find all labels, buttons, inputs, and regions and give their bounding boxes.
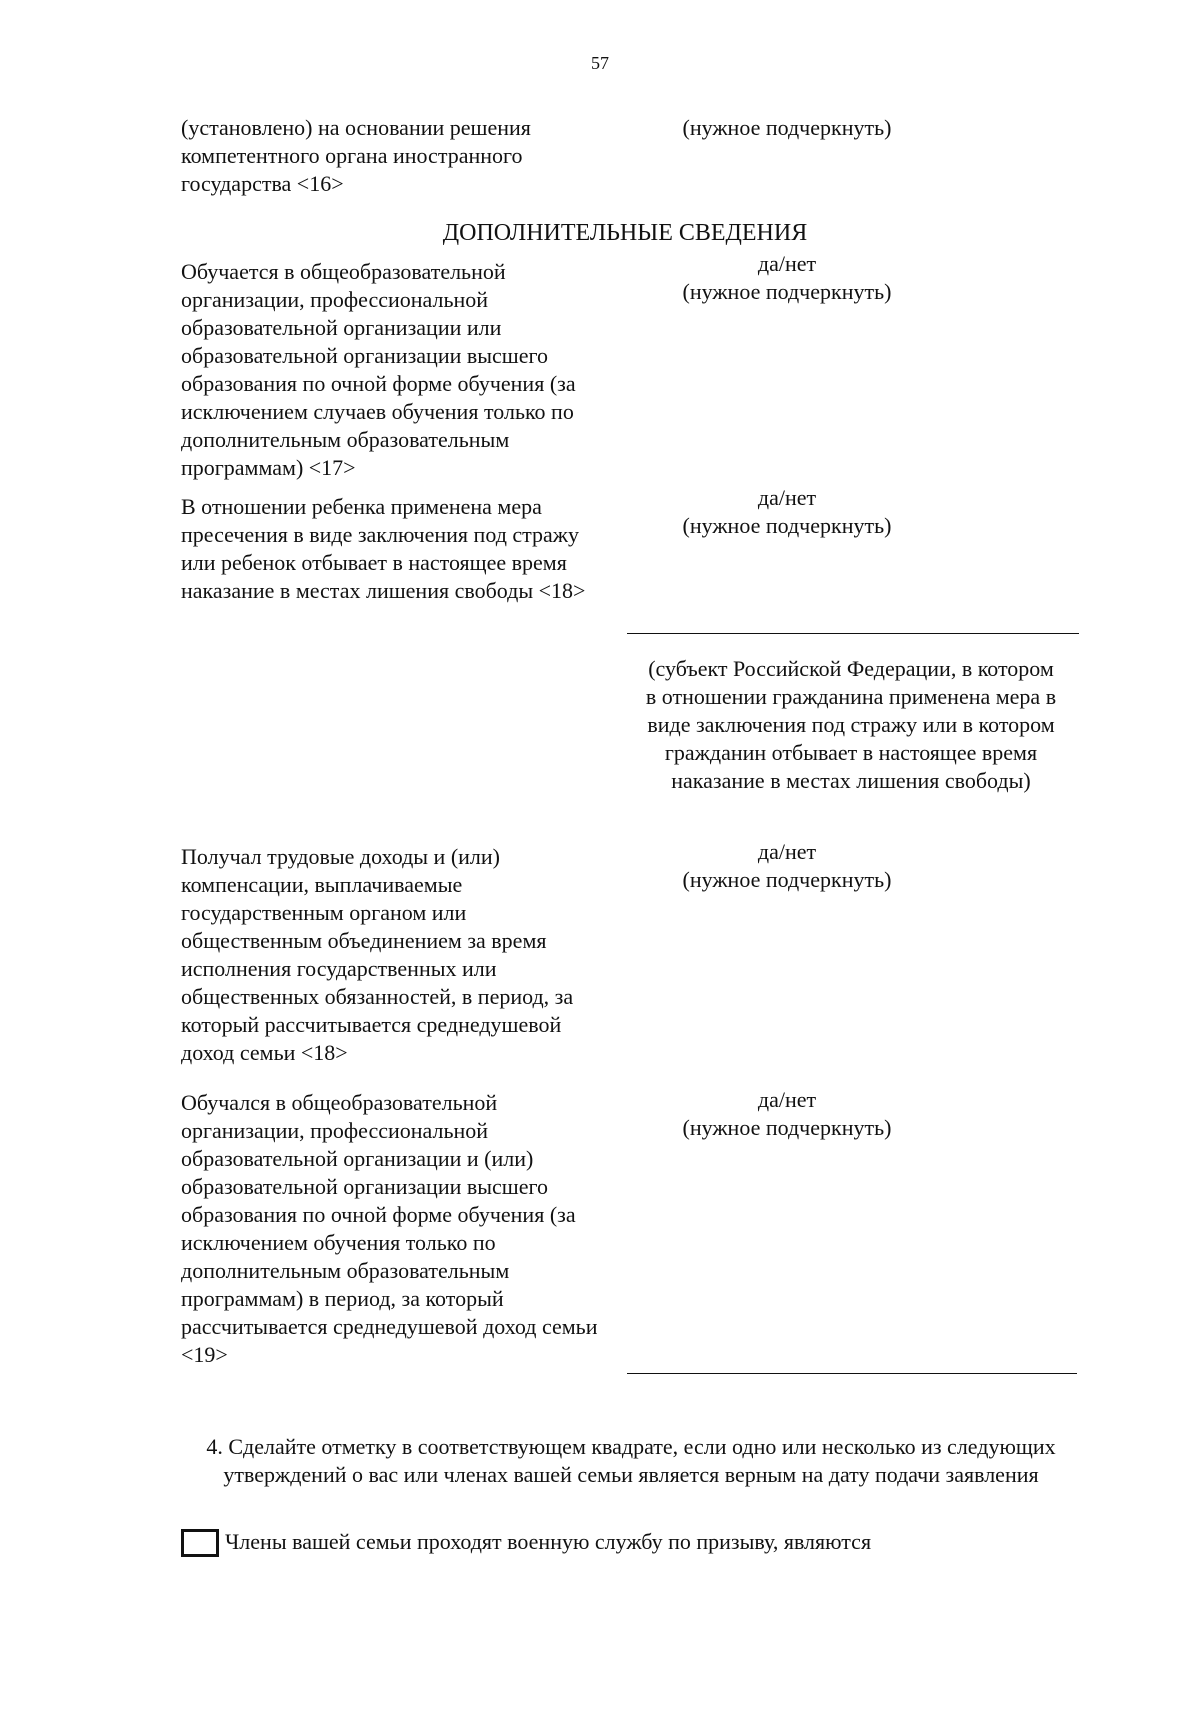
foreign-decision-text: (установлено) на основании решения компетентного органа иностранного государства <16> <box>181 115 531 196</box>
item-studying-full-time-text: Обучается в общеобразовательной организации, профессиональной образовательной организации или образовательной организации высшего образования по очной форме обучения (за исключением случаев обучения только по дополнительным образовательным программам) <17> <box>181 259 576 480</box>
bottom-entry-line <box>627 1373 1077 1374</box>
military-service-label: Члены вашей семьи проходят военную службу по призыву, являются <box>225 1529 872 1554</box>
item-studied-period-text: Обучался в общеобразовательной организации, профессиональной образовательной организации и (или) образовательной организации высшего образования по очной форме обучения (за исключением обучения только по дополнительным образовательным программам) в период, за который рассчитывается среднедушевой доход семьи <19> <box>181 1090 598 1367</box>
top-underline-hint: (нужное подчеркнуть) <box>682 115 892 140</box>
item-labor-income-text: Получал трудовые доходы и (или) компенсации, выплачиваемые государственным органом или общественным объединением за время исполнения государственных или общественных обязанностей, в период, за который рассчитывается среднедушевой доход семьи <18> <box>181 844 574 1065</box>
item-detention-answer: да/нет <box>757 485 817 510</box>
region-entry-line <box>627 633 1079 634</box>
item-studied-period-hint: (нужное подчеркнуть) <box>682 1115 892 1140</box>
item-detention-hint: (нужное подчеркнуть) <box>682 513 892 538</box>
item-labor-income-hint: (нужное подчеркнуть) <box>682 867 892 892</box>
page-number: 57 <box>591 53 609 73</box>
item-studied-period-answer: да/нет <box>757 1087 817 1112</box>
section4-instruction: 4. Сделайте отметку в соответствующем квадрате, если одно или несколько из следующих утверждений о вас или членах вашей семьи является верным на дату подачи заявления <box>206 1434 1056 1487</box>
item-labor-income-answer: да/нет <box>757 839 817 864</box>
military-service-checkbox[interactable] <box>181 1529 219 1557</box>
section-title: ДОПОЛНИТЕЛЬНЫЕ СВЕДЕНИЯ <box>442 220 808 246</box>
item-studying-hint: (нужное подчеркнуть) <box>682 279 892 304</box>
item-detention-text: В отношении ребенка применена мера пресечения в виде заключения под стражу или ребенок отбывает в настоящее время наказание в местах лишения свободы <18> <box>181 494 586 603</box>
region-field-caption: (субъект Российской Федерации, в котором в отношении гражданина применена мера в виде заключения под стражу или в котором гражданин отбывает в настоящее время наказание в местах лишения свободы) <box>645 656 1057 793</box>
item-studying-answer: да/нет <box>757 251 817 276</box>
